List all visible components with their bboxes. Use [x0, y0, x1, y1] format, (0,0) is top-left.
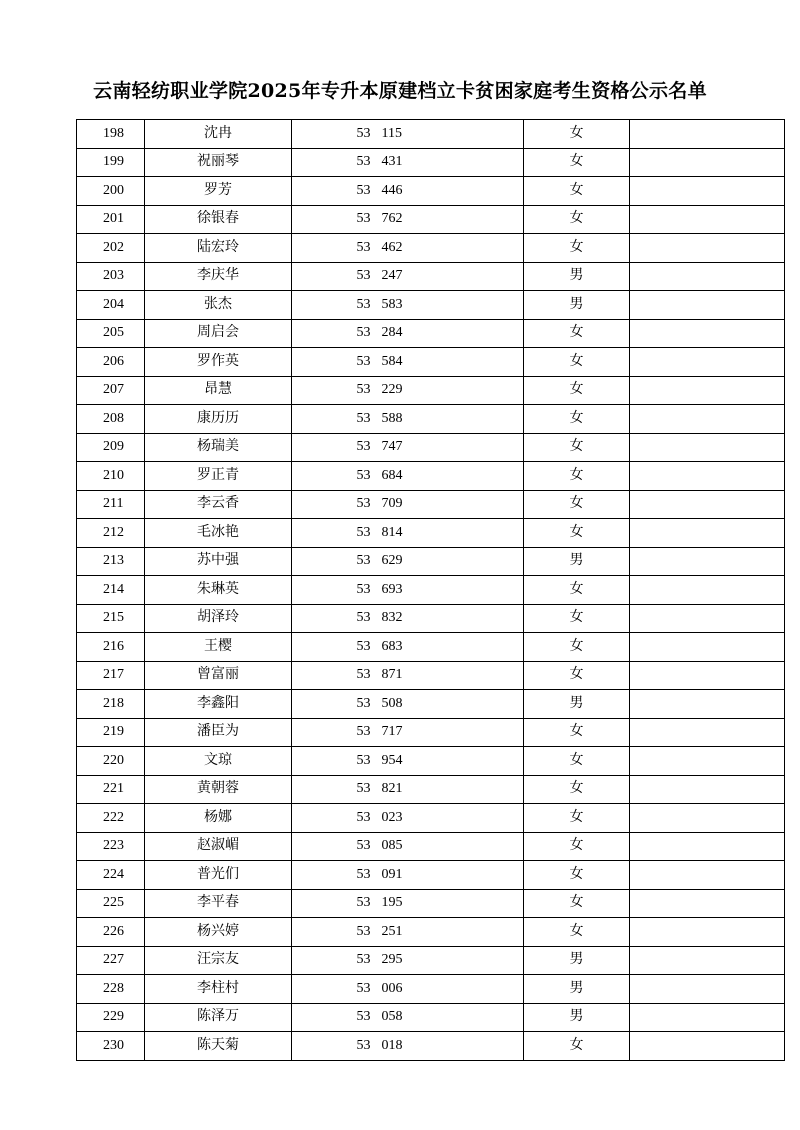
table-row [77, 889, 785, 918]
row-tail-cell: 446 [371, 177, 524, 206]
row-seq-cell: 226 [77, 918, 145, 947]
row-gender-cell: 女 [524, 405, 630, 434]
row-name-cell: 徐银春 [145, 205, 292, 234]
row-code-cell: 53 [292, 604, 371, 633]
row-note-cell [630, 861, 785, 890]
row-tail-cell: 091 [371, 861, 524, 890]
row-tail-cell: 709 [371, 490, 524, 519]
row-seq-cell: 205 [77, 319, 145, 348]
table-row [77, 405, 785, 434]
row-note-cell [630, 775, 785, 804]
row-tail-cell: 058 [371, 1003, 524, 1032]
row-seq-cell: 223 [77, 832, 145, 861]
row-tail-cell: 431 [371, 148, 524, 177]
row-tail-cell: 583 [371, 291, 524, 320]
row-tail-cell: 115 [371, 120, 524, 149]
row-gender-cell: 女 [524, 889, 630, 918]
row-tail-cell: 821 [371, 775, 524, 804]
row-name-cell: 昂慧 [145, 376, 292, 405]
row-seq-cell: 200 [77, 177, 145, 206]
row-note-cell [630, 262, 785, 291]
row-seq-cell: 209 [77, 433, 145, 462]
row-tail-cell: 085 [371, 832, 524, 861]
row-note-cell [630, 889, 785, 918]
row-name-cell: 曾富丽 [145, 661, 292, 690]
table-row [77, 319, 785, 348]
row-seq-cell: 206 [77, 348, 145, 377]
row-tail-cell: 588 [371, 405, 524, 434]
row-tail-cell: 508 [371, 690, 524, 719]
row-gender-cell: 女 [524, 148, 630, 177]
row-code-cell: 53 [292, 1032, 371, 1061]
row-name-cell: 陆宏玲 [145, 234, 292, 263]
row-tail-cell: 814 [371, 519, 524, 548]
row-tail-cell: 684 [371, 462, 524, 491]
table-row [77, 604, 785, 633]
row-code-cell: 53 [292, 205, 371, 234]
row-tail-cell: 195 [371, 889, 524, 918]
row-gender-cell: 女 [524, 804, 630, 833]
row-seq-cell: 217 [77, 661, 145, 690]
table-row [77, 775, 785, 804]
row-name-cell: 汪宗友 [145, 946, 292, 975]
table-row [77, 348, 785, 377]
table-row [77, 120, 785, 149]
row-code-cell: 53 [292, 376, 371, 405]
row-gender-cell: 女 [524, 376, 630, 405]
row-name-cell: 杨娜 [145, 804, 292, 833]
row-tail-cell: 762 [371, 205, 524, 234]
row-seq-cell: 214 [77, 576, 145, 605]
row-seq-cell: 203 [77, 262, 145, 291]
row-name-cell: 李云香 [145, 490, 292, 519]
row-tail-cell: 295 [371, 946, 524, 975]
row-name-cell: 李庆华 [145, 262, 292, 291]
row-name-cell: 李鑫阳 [145, 690, 292, 719]
row-name-cell: 赵淑嵋 [145, 832, 292, 861]
row-code-cell: 53 [292, 718, 371, 747]
table-row [77, 462, 785, 491]
row-tail-cell: 832 [371, 604, 524, 633]
row-tail-cell: 247 [371, 262, 524, 291]
row-tail-cell: 284 [371, 319, 524, 348]
row-name-cell: 罗正青 [145, 462, 292, 491]
row-seq-cell: 219 [77, 718, 145, 747]
row-name-cell: 杨兴婷 [145, 918, 292, 947]
row-gender-cell: 女 [524, 462, 630, 491]
table-row [77, 832, 785, 861]
table-row [77, 177, 785, 206]
row-seq-cell: 224 [77, 861, 145, 890]
row-tail-cell: 693 [371, 576, 524, 605]
row-name-cell: 康历历 [145, 405, 292, 434]
row-seq-cell: 218 [77, 690, 145, 719]
row-note-cell [630, 433, 785, 462]
row-name-cell: 王樱 [145, 633, 292, 662]
row-seq-cell: 211 [77, 490, 145, 519]
row-seq-cell: 216 [77, 633, 145, 662]
row-name-cell: 陈天菊 [145, 1032, 292, 1061]
row-seq-cell: 204 [77, 291, 145, 320]
table-row [77, 661, 785, 690]
row-seq-cell: 202 [77, 234, 145, 263]
row-name-cell: 周启会 [145, 319, 292, 348]
table-row [77, 718, 785, 747]
row-gender-cell: 男 [524, 547, 630, 576]
roster-body [77, 120, 785, 1061]
row-name-cell: 朱琳英 [145, 576, 292, 605]
row-gender-cell: 女 [524, 177, 630, 206]
row-name-cell: 祝丽琴 [145, 148, 292, 177]
row-name-cell: 苏中强 [145, 547, 292, 576]
row-code-cell: 53 [292, 234, 371, 263]
row-note-cell [630, 1003, 785, 1032]
table-row [77, 804, 785, 833]
row-seq-cell: 221 [77, 775, 145, 804]
row-name-cell: 罗作英 [145, 348, 292, 377]
row-gender-cell: 女 [524, 832, 630, 861]
row-note-cell [630, 405, 785, 434]
row-seq-cell: 212 [77, 519, 145, 548]
row-seq-cell: 213 [77, 547, 145, 576]
row-seq-cell: 208 [77, 405, 145, 434]
row-note-cell [630, 604, 785, 633]
row-name-cell: 胡泽玲 [145, 604, 292, 633]
row-tail-cell: 954 [371, 747, 524, 776]
row-tail-cell: 023 [371, 804, 524, 833]
row-note-cell [630, 946, 785, 975]
row-code-cell: 53 [292, 747, 371, 776]
row-note-cell [630, 348, 785, 377]
table-row [77, 519, 785, 548]
row-tail-cell: 584 [371, 348, 524, 377]
row-code-cell: 53 [292, 975, 371, 1004]
row-code-cell: 53 [292, 804, 371, 833]
row-seq-cell: 228 [77, 975, 145, 1004]
row-tail-cell: 717 [371, 718, 524, 747]
row-code-cell: 53 [292, 405, 371, 434]
row-name-cell: 张杰 [145, 291, 292, 320]
row-name-cell: 李平春 [145, 889, 292, 918]
row-seq-cell: 229 [77, 1003, 145, 1032]
row-note-cell [630, 832, 785, 861]
row-code-cell: 53 [292, 576, 371, 605]
row-name-cell: 李柱村 [145, 975, 292, 1004]
row-note-cell [630, 319, 785, 348]
table-row [77, 148, 785, 177]
table-row [77, 262, 785, 291]
row-gender-cell: 女 [524, 918, 630, 947]
row-gender-cell: 女 [524, 861, 630, 890]
row-gender-cell: 女 [524, 234, 630, 263]
row-note-cell [630, 804, 785, 833]
row-gender-cell: 女 [524, 1032, 630, 1061]
row-gender-cell: 女 [524, 718, 630, 747]
row-seq-cell: 227 [77, 946, 145, 975]
row-code-cell: 53 [292, 519, 371, 548]
page-title: 云南轻纺职业学院2025年专升本原建档立卡贫困家庭考生资格公示名单 [93, 80, 707, 102]
row-seq-cell: 225 [77, 889, 145, 918]
row-name-cell: 罗芳 [145, 177, 292, 206]
row-note-cell [630, 747, 785, 776]
row-note-cell [630, 519, 785, 548]
row-code-cell: 53 [292, 177, 371, 206]
row-note-cell [630, 1032, 785, 1061]
table-row [77, 690, 785, 719]
row-seq-cell: 220 [77, 747, 145, 776]
row-gender-cell: 女 [524, 120, 630, 149]
table-row [77, 861, 785, 890]
row-gender-cell: 女 [524, 576, 630, 605]
row-note-cell [630, 120, 785, 149]
row-code-cell: 53 [292, 291, 371, 320]
row-gender-cell: 男 [524, 291, 630, 320]
row-tail-cell: 462 [371, 234, 524, 263]
row-seq-cell: 210 [77, 462, 145, 491]
row-note-cell [630, 576, 785, 605]
table-row [77, 376, 785, 405]
row-gender-cell: 男 [524, 262, 630, 291]
row-code-cell: 53 [292, 462, 371, 491]
row-note-cell [630, 205, 785, 234]
row-seq-cell: 222 [77, 804, 145, 833]
table-row [77, 234, 785, 263]
row-name-cell: 潘臣为 [145, 718, 292, 747]
row-seq-cell: 215 [77, 604, 145, 633]
table-row [77, 490, 785, 519]
row-name-cell: 杨瑞美 [145, 433, 292, 462]
row-tail-cell: 747 [371, 433, 524, 462]
row-code-cell: 53 [292, 775, 371, 804]
row-code-cell: 53 [292, 918, 371, 947]
row-tail-cell: 006 [371, 975, 524, 1004]
row-name-cell: 沈冉 [145, 120, 292, 149]
table-row [77, 576, 785, 605]
row-gender-cell: 男 [524, 690, 630, 719]
row-gender-cell: 女 [524, 604, 630, 633]
row-gender-cell: 女 [524, 661, 630, 690]
table-row [77, 1032, 785, 1061]
table-row [77, 291, 785, 320]
row-note-cell [630, 462, 785, 491]
row-gender-cell: 女 [524, 433, 630, 462]
row-gender-cell: 男 [524, 946, 630, 975]
row-tail-cell: 229 [371, 376, 524, 405]
row-code-cell: 53 [292, 861, 371, 890]
row-note-cell [630, 148, 785, 177]
roster-table [76, 119, 785, 1061]
row-code-cell: 53 [292, 547, 371, 576]
table-row [77, 747, 785, 776]
row-code-cell: 53 [292, 148, 371, 177]
table-row [77, 918, 785, 947]
table-row [77, 946, 785, 975]
row-note-cell [630, 376, 785, 405]
row-gender-cell: 女 [524, 348, 630, 377]
row-tail-cell: 629 [371, 547, 524, 576]
row-code-cell: 53 [292, 262, 371, 291]
row-code-cell: 53 [292, 319, 371, 348]
row-seq-cell: 230 [77, 1032, 145, 1061]
row-gender-cell: 女 [524, 490, 630, 519]
row-name-cell: 黄朝蓉 [145, 775, 292, 804]
row-code-cell: 53 [292, 1003, 371, 1032]
row-gender-cell: 女 [524, 319, 630, 348]
row-code-cell: 53 [292, 946, 371, 975]
row-name-cell: 毛冰艳 [145, 519, 292, 548]
row-gender-cell: 女 [524, 205, 630, 234]
row-seq-cell: 198 [77, 120, 145, 149]
row-note-cell [630, 291, 785, 320]
row-tail-cell: 018 [371, 1032, 524, 1061]
row-tail-cell: 871 [371, 661, 524, 690]
row-seq-cell: 201 [77, 205, 145, 234]
table-row [77, 433, 785, 462]
row-note-cell [630, 975, 785, 1004]
table-row [77, 547, 785, 576]
row-note-cell [630, 633, 785, 662]
row-code-cell: 53 [292, 889, 371, 918]
row-note-cell [630, 661, 785, 690]
row-name-cell: 文琼 [145, 747, 292, 776]
row-note-cell [630, 547, 785, 576]
row-gender-cell: 男 [524, 975, 630, 1004]
row-gender-cell: 女 [524, 775, 630, 804]
table-row [77, 1003, 785, 1032]
row-code-cell: 53 [292, 490, 371, 519]
row-code-cell: 53 [292, 832, 371, 861]
row-gender-cell: 女 [524, 633, 630, 662]
row-name-cell: 陈泽万 [145, 1003, 292, 1032]
row-gender-cell: 女 [524, 747, 630, 776]
row-seq-cell: 207 [77, 376, 145, 405]
row-code-cell: 53 [292, 120, 371, 149]
row-note-cell [630, 690, 785, 719]
row-note-cell [630, 234, 785, 263]
table-row [77, 633, 785, 662]
row-code-cell: 53 [292, 690, 371, 719]
row-code-cell: 53 [292, 433, 371, 462]
row-name-cell: 普光们 [145, 861, 292, 890]
row-code-cell: 53 [292, 661, 371, 690]
row-note-cell [630, 177, 785, 206]
row-note-cell [630, 918, 785, 947]
row-tail-cell: 683 [371, 633, 524, 662]
row-gender-cell: 男 [524, 1003, 630, 1032]
row-tail-cell: 251 [371, 918, 524, 947]
row-note-cell [630, 718, 785, 747]
row-code-cell: 53 [292, 633, 371, 662]
row-code-cell: 53 [292, 348, 371, 377]
table-row [77, 205, 785, 234]
row-note-cell [630, 490, 785, 519]
row-seq-cell: 199 [77, 148, 145, 177]
row-gender-cell: 女 [524, 519, 630, 548]
table-row [77, 975, 785, 1004]
